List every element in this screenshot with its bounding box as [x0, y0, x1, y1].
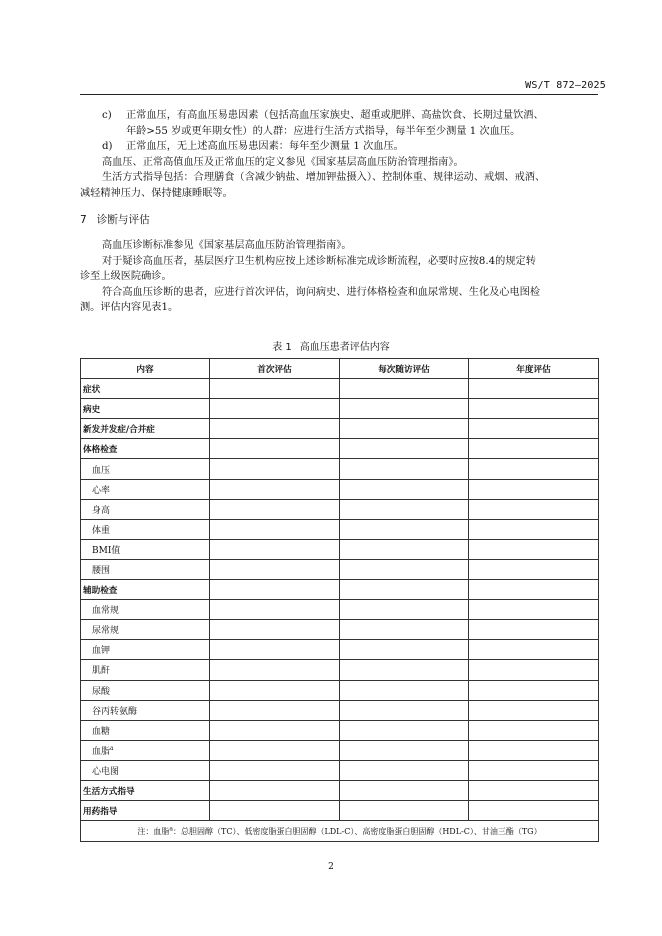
intro-block [80, 108, 598, 202]
table-cell [340, 379, 469, 399]
table-cell [469, 519, 599, 539]
page-number: 2 [328, 862, 334, 872]
list-item-text [126, 108, 598, 139]
table-cell [210, 620, 340, 640]
table-row [81, 720, 599, 740]
table-cell [340, 740, 469, 760]
row-label: 尿常规 [81, 620, 210, 640]
table-cell [340, 419, 469, 439]
table-cell [340, 620, 469, 640]
table-cell [469, 620, 599, 640]
list-item-line: 年龄>55 岁或更年期女性）的人群：应进行生活方式指导，每半年至少测量 1 次血压。 [126, 125, 521, 137]
table-cell [340, 700, 469, 720]
row-label: 症状 [81, 379, 210, 399]
table-cell [469, 559, 599, 579]
table-row [81, 580, 599, 600]
table-cell [340, 640, 469, 660]
table-cell [469, 740, 599, 760]
column-header-content: 内容 [81, 359, 210, 379]
table-row [81, 700, 599, 720]
note-text: ：总胆固醇（TC）、低密度脂蛋白胆固醇（LDL-C）、高密度脂蛋白胆固醇（HDL-C）、甘油三酯（TG） [173, 826, 542, 836]
paragraph-line: 诊至上级医院确诊。 [80, 271, 172, 283]
table-cell [210, 459, 340, 479]
column-header-annual: 年度评估 [469, 359, 599, 379]
table-cell [340, 780, 469, 800]
row-label: 血压 [81, 459, 210, 479]
table-cell [340, 439, 469, 459]
table-row [81, 419, 599, 439]
list-item-c [80, 108, 598, 139]
table-row [81, 399, 599, 419]
table-caption-number: 表 1 [272, 342, 292, 353]
paragraph-assessment [80, 285, 598, 316]
row-label: 生活方式指导 [81, 780, 210, 800]
table-cell [469, 720, 599, 740]
paragraph-referral [80, 254, 598, 285]
table-row [81, 499, 599, 519]
section-title: 诊断与评估 [96, 214, 150, 226]
table-cell [469, 539, 599, 559]
table-cell [340, 801, 469, 821]
table-cell [340, 720, 469, 740]
table-row [81, 559, 599, 579]
table-cell [210, 379, 340, 399]
table-cell [469, 660, 599, 680]
footnote-marker: a [110, 744, 114, 752]
table-row [81, 620, 599, 640]
table-cell [340, 580, 469, 600]
table-cell [210, 801, 340, 821]
table-cell [469, 479, 599, 499]
row-label: 心率 [81, 479, 210, 499]
table-cell [210, 539, 340, 559]
table-row [81, 459, 599, 479]
paragraph-definition: 高血压、正常高值血压及正常血压的定义参见《国家基层高血压防治管理指南》。 [102, 156, 464, 168]
table-note [81, 821, 599, 842]
table-cell [340, 399, 469, 419]
table-row [81, 539, 599, 559]
row-label: 新发并发症/合并症 [81, 419, 210, 439]
table-cell [210, 499, 340, 519]
table-cell [469, 580, 599, 600]
table-cell [469, 419, 599, 439]
row-label: 谷丙转氨酶 [81, 700, 210, 720]
row-label: 腰围 [81, 559, 210, 579]
table-cell [210, 780, 340, 800]
row-label: 肌酐 [81, 660, 210, 680]
row-label: 辅助检查 [81, 580, 210, 600]
table-row [81, 600, 599, 620]
table-cell [340, 559, 469, 579]
paragraph-line: 符合高血压诊断的患者，应进行首次评估，询问病史、进行体格检查和血尿常规、生化及心电图检 [102, 286, 541, 298]
table-cell [340, 519, 469, 539]
row-label: BMI值 [81, 539, 210, 559]
table-cell [340, 479, 469, 499]
list-marker: d) [102, 141, 113, 153]
table-cell [340, 459, 469, 479]
list-marker: c) [102, 110, 112, 121]
row-label-text: 血脂 [92, 746, 111, 757]
paragraph-line: 生活方式指导包括：合理膳食（含减少钠盐、增加钾盐摄入）、控制体重、规律运动、戒烟、戒酒、 [102, 172, 546, 184]
row-label: 身高 [81, 499, 210, 519]
table-cell [210, 640, 340, 660]
list-item-line: 正常血压，有高血压易患因素（包括高血压家族史、超重或肥胖、高盐饮食、长期过量饮酒、 [126, 110, 544, 121]
section-number: 7 [80, 214, 87, 226]
row-label: 血常规 [81, 600, 210, 620]
table-row [81, 680, 599, 700]
table-cell [340, 539, 469, 559]
row-label: 病史 [81, 399, 210, 419]
table-cell [340, 600, 469, 620]
assessment-table [80, 358, 599, 842]
table-cell [340, 660, 469, 680]
table-header-row [81, 359, 599, 379]
table-caption [0, 338, 662, 353]
table-cell [210, 419, 340, 439]
table-row [81, 479, 599, 499]
column-header-initial: 首次评估 [210, 359, 340, 379]
table-cell [469, 439, 599, 459]
table-cell [210, 519, 340, 539]
row-label: 体格检查 [81, 439, 210, 459]
row-label: 心电图 [81, 760, 210, 780]
list-item-d [80, 139, 598, 155]
table-cell [210, 740, 340, 760]
table-cell [469, 780, 599, 800]
column-header-followup: 每次随访评估 [340, 359, 469, 379]
table-row [81, 760, 599, 780]
table-note-row [81, 821, 599, 842]
table-cell [469, 700, 599, 720]
table-cell [210, 439, 340, 459]
table-cell [210, 559, 340, 579]
table-cell [210, 680, 340, 700]
table-cell [210, 479, 340, 499]
table-cell [340, 499, 469, 519]
paragraph-line: 减轻精神压力、保持健康睡眠等。 [80, 187, 233, 199]
row-label: 血糖 [81, 720, 210, 740]
row-label: 体重 [81, 519, 210, 539]
table-cell [340, 680, 469, 700]
paragraph-line: 测。评估内容见表1。 [80, 302, 179, 314]
table-cell [340, 760, 469, 780]
table-row [81, 801, 599, 821]
header-rule [80, 94, 598, 95]
table-cell [210, 700, 340, 720]
table-cell [210, 600, 340, 620]
row-label: 尿酸 [81, 680, 210, 700]
list-item-text: 正常血压，无上述高血压易患因素：每年至少测量 1 次血压。 [126, 141, 404, 153]
table-cell [469, 600, 599, 620]
note-prefix: 注：血脂 [137, 826, 170, 836]
table-cell [210, 760, 340, 780]
table-row [81, 740, 599, 760]
table-cell [210, 720, 340, 740]
table-caption-title: 高血压患者评估内容 [299, 342, 390, 353]
table-row [81, 780, 599, 800]
table-row [81, 640, 599, 660]
table-row [81, 379, 599, 399]
table-cell [469, 399, 599, 419]
table-cell [210, 399, 340, 419]
table-cell [469, 680, 599, 700]
row-label: 血钾 [81, 640, 210, 660]
table-cell [469, 459, 599, 479]
row-label: 用药指导 [81, 801, 210, 821]
standard-code: WS/T 872—2025 [525, 80, 606, 91]
footnote-marker: a [169, 825, 173, 832]
table-cell [469, 640, 599, 660]
table-row [81, 519, 599, 539]
paragraph-lifestyle [80, 170, 598, 201]
table-cell [469, 801, 599, 821]
table-cell [469, 499, 599, 519]
paragraph-criteria: 高血压诊断标准参见《国家基层高血压防治管理指南》。 [102, 240, 352, 251]
paragraph-line: 对于疑诊高血压者，基层医疗卫生机构应按上述诊断标准完成诊断流程，必要时应按8.4的规定转 [102, 255, 536, 267]
table-cell [210, 660, 340, 680]
table-cell [210, 580, 340, 600]
section-body [80, 238, 598, 316]
table-row [81, 439, 599, 459]
section-heading [80, 212, 150, 227]
row-label-blood-lipid [81, 740, 210, 760]
table-cell [469, 379, 599, 399]
table-row [81, 660, 599, 680]
table-cell [469, 760, 599, 780]
